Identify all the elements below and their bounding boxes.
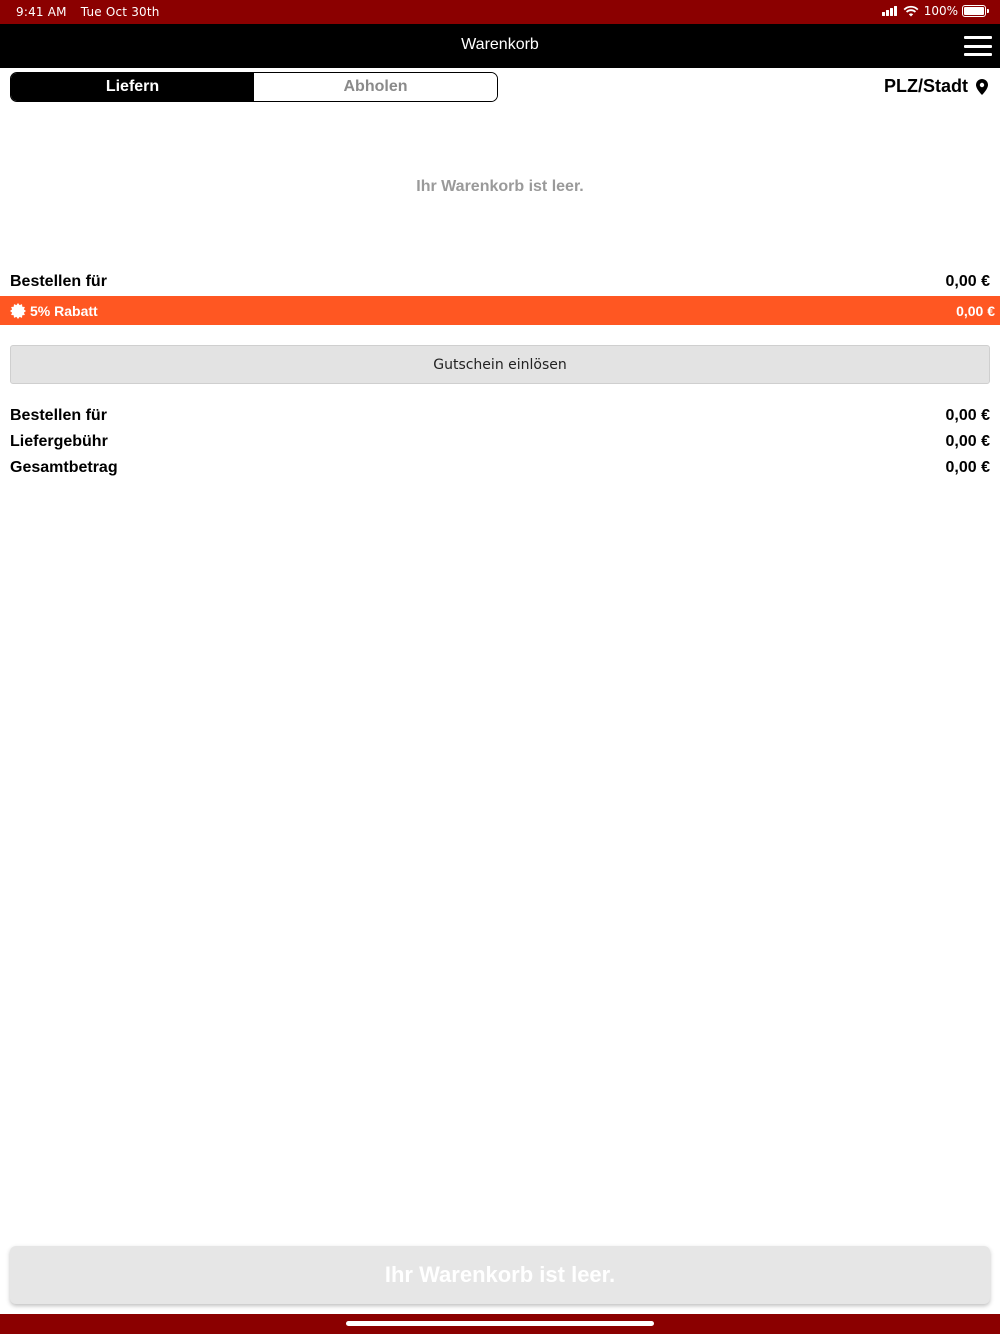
subtotal-label: Bestellen für [10,273,107,290]
summary-value: 0,00 € [945,433,990,450]
page-title: Warenkorb [461,36,539,53]
empty-cart-message: Ihr Warenkorb ist leer. [416,178,584,195]
badge-icon [10,303,26,319]
discount-value: 0,00 € [956,302,995,319]
status-bar [0,0,1000,24]
summary-row [10,459,990,477]
subtotal-value: 0,00 € [945,273,990,290]
battery-percentage: 100% [923,4,958,18]
summary-value: 0,00 € [945,459,990,476]
summary-row [10,433,990,451]
status-indicators [882,4,986,18]
order-mode-toggle [10,72,498,102]
summary-label: Gesamtbetrag [10,459,118,476]
home-bar [0,1314,1000,1334]
location-label: PLZ/Stadt [884,76,968,96]
home-indicator[interactable] [346,1321,654,1326]
summary-row [10,407,990,425]
discount-label: 5% Rabatt [30,302,98,319]
status-time-date [16,5,170,19]
tab-abholen[interactable]: Abholen [254,73,497,101]
checkout-button[interactable]: Ihr Warenkorb ist leer. [10,1246,990,1304]
tab-liefern[interactable]: Liefern [11,73,254,101]
status-time: 9:41 AM [16,5,67,19]
status-date: Tue Oct 30th [80,5,160,19]
location-pin-icon [976,79,988,95]
summary-label: Liefergebühr [10,433,108,450]
summary-value: 0,00 € [945,407,990,424]
location-selector[interactable] [884,76,988,97]
summary-label: Bestellen für [10,407,107,424]
subtotal-row [10,273,990,291]
discount-banner [0,296,1000,325]
battery-icon [962,5,986,17]
nav-bar [0,24,1000,68]
cellular-signal-icon [882,6,898,16]
redeem-voucher-button[interactable]: Gutschein einlösen [10,345,990,384]
hamburger-menu-icon[interactable] [964,36,992,56]
wifi-icon [903,5,919,17]
